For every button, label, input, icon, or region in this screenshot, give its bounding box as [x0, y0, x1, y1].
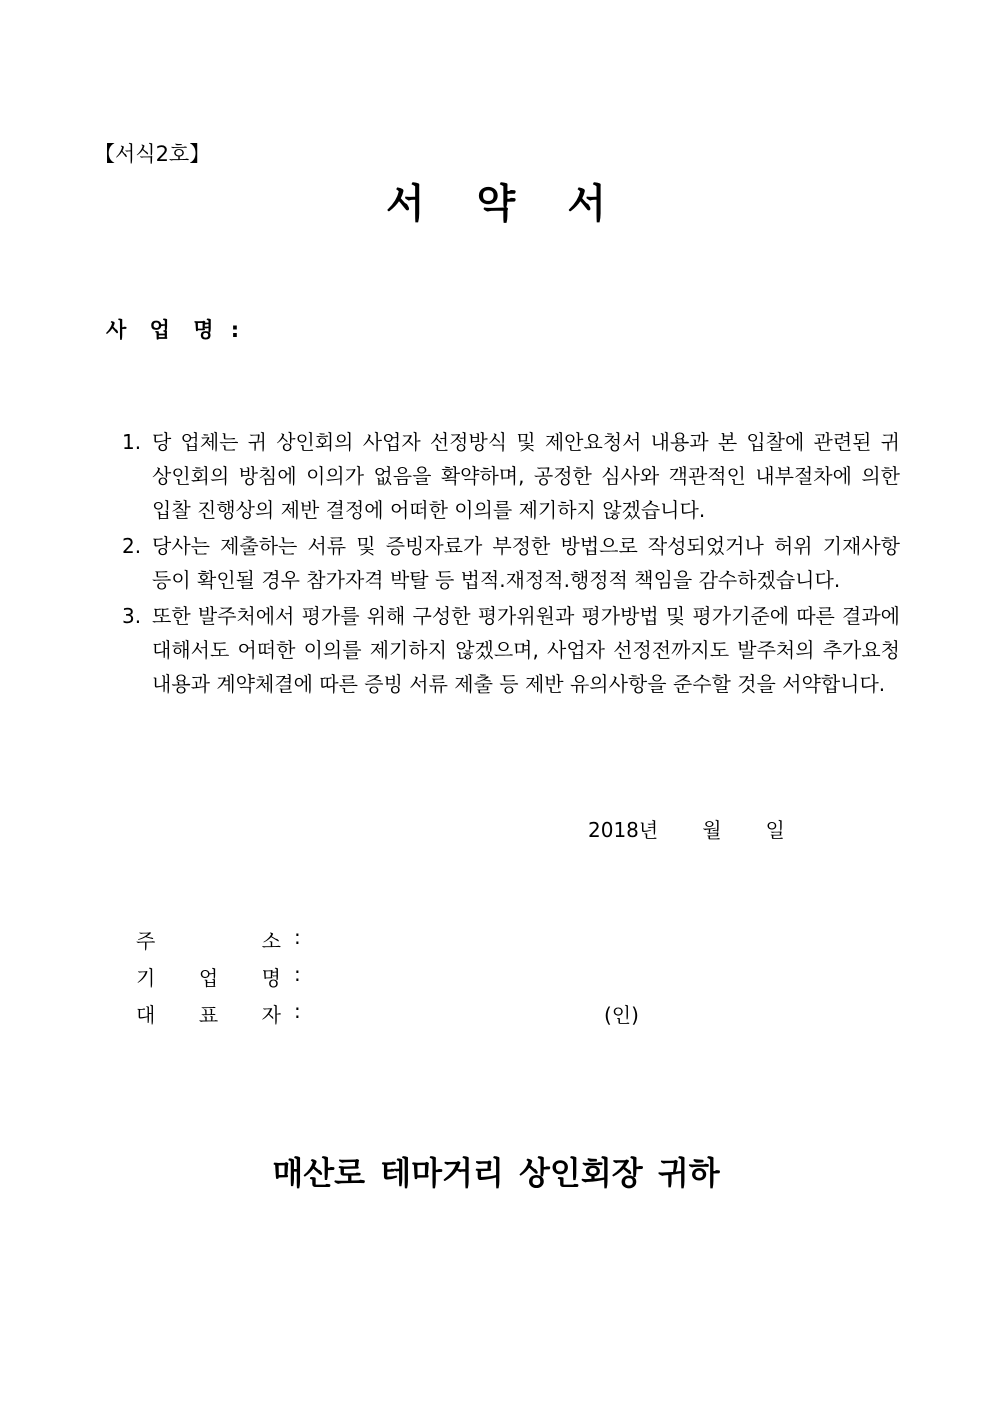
label-char: 대 [136, 1003, 156, 1027]
label-char: 기 [136, 966, 156, 990]
label-char: 자 [261, 1003, 281, 1027]
address-colon: : [294, 925, 301, 949]
label-char: 명 [261, 966, 281, 990]
pledge-item [122, 529, 900, 597]
pledge-list [122, 425, 900, 703]
project-name-label: 사 업 명 [106, 318, 220, 342]
title-char: 약 [476, 181, 516, 227]
date-month: 월 [702, 818, 722, 842]
recipient-line: 매산로 테마거리 상인회장 귀하 [272, 1154, 720, 1192]
pledge-item [122, 599, 900, 701]
company-name-row [136, 962, 656, 999]
title-char: 서 [567, 181, 606, 227]
pledge-number: 2. [122, 534, 142, 558]
pledge-item [122, 425, 900, 527]
label-char: 표 [198, 1003, 219, 1027]
company-name-label [136, 962, 281, 991]
company-name-colon: : [294, 962, 301, 986]
project-name-field [106, 314, 239, 344]
pledge-text: 당 업체는 귀 상인회의 사업자 선정방식 및 제안요청서 내용과 본 입찰에 관련된 귀 상인회의 방침에 이의가 없음을 확약하며, 공정한 심사와 객관적인 내부절차에 의한 입찰 진행상의 제반 결정에 어떠한 이의를 제기하지 않겠습니다. [152, 430, 900, 522]
date-day: 일 [765, 818, 785, 842]
project-name-colon: : [230, 318, 240, 342]
pledge-number: 1. [122, 430, 142, 454]
pledge-text: 당사는 제출하는 서류 및 증빙자료가 부정한 방법으로 작성되었거나 허위 기재사항 등이 확인될 경우 참가자격 박탈 등 법적.재정적.행정적 책임을 감수하겠습니다. [152, 534, 900, 592]
title-char: 서 [386, 181, 425, 227]
seal-mark: (인) [604, 1003, 639, 1027]
representative-colon: : [294, 999, 301, 1023]
label-char: 주 [136, 929, 156, 953]
document-title [0, 172, 992, 229]
date-line [588, 814, 785, 843]
representative-label [136, 999, 281, 1028]
label-char: 업 [198, 966, 219, 990]
address-label [136, 925, 281, 954]
address-row [136, 925, 656, 962]
form-number-label: 【서식2호】 [94, 142, 211, 166]
pledge-text: 또한 발주처에서 평가를 위해 구성한 평가위원과 평가방법 및 평가기준에 따른 결과에 대해서도 어떠한 이의를 제기하지 않겠으며, 사업자 선정전까지도 발주처의 추가요청 내용과 계약체결에 따른 증빙 서류 제출 등 제반 유의사항을 준수할 것을 서약합니다. [152, 604, 900, 696]
pledge-number: 3. [122, 604, 142, 628]
representative-row [136, 999, 656, 1036]
signature-block [136, 925, 656, 1036]
date-year: 2018년 [588, 818, 659, 842]
label-char: 소 [261, 929, 281, 953]
